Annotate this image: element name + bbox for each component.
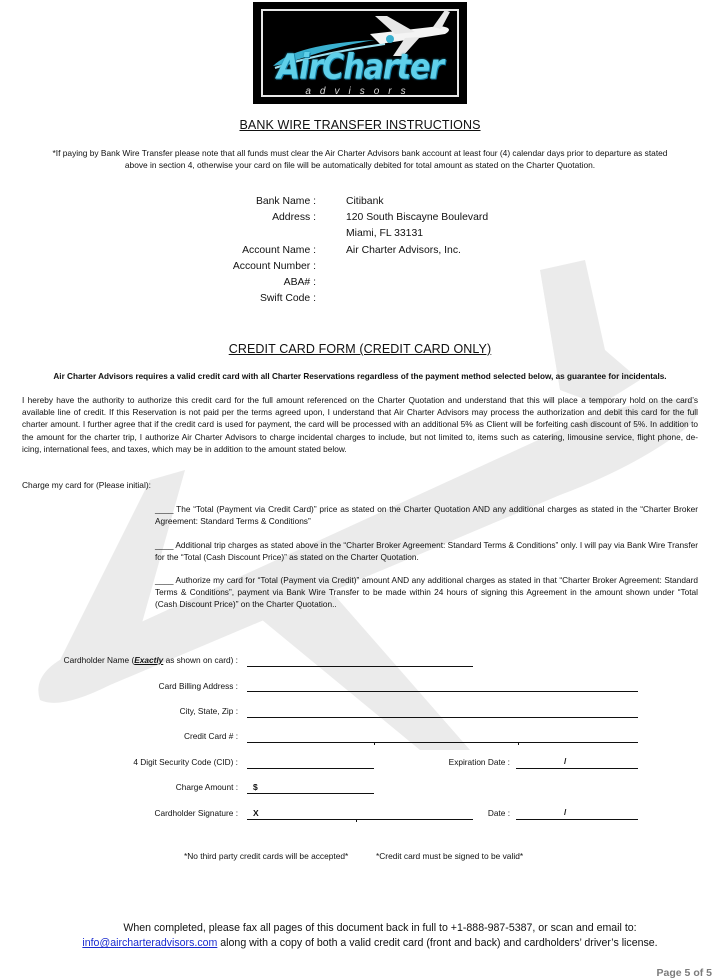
logo-brand-text: AirCharter [276,47,444,88]
charge-amount-label: Charge Amount : [175,782,238,792]
charge-option-2 [155,539,698,563]
billing-address-label: Card Billing Address : [158,681,238,691]
company-logo [253,2,467,104]
charge-prompt: Charge my card for (Please initial): [22,480,151,490]
initial-blank[interactable]: ____ [155,540,174,550]
date-label: Date : [487,808,510,818]
no-third-party-notice: *No third party credit cards will be accepted* [184,851,349,861]
bank-name-value: Citibank [346,196,384,207]
option-text: Authorize my card for “Total (Payment via Credit)” amount AND any additional charges as stated in that “Charter Broker Agreement: Standard Terms & Conditions”, payment via Bank Wire Transfer to be made within 24 hours of signing this Agreement in the amount shown under “Total (Cash Discount Price)” on the Charter Quotation.. [155,575,698,610]
city-state-zip-field[interactable] [247,717,638,718]
label-part: as shown on card) : [163,655,238,665]
credit-card-title: CREDIT CARD FORM (CREDIT CARD ONLY) [228,342,492,356]
divider-tick [356,819,357,822]
footer-line2 [40,936,700,951]
footer-line2-text: along with a copy of both a valid credit card (front and back) and cardholders’ driver’s license. [217,937,658,949]
account-number-label: Account Number : [232,261,316,272]
option-text: The “Total (Payment via Credit Card)” price as stated on the Charter Quotation AND any additional charges as stated in the “Charter Broker Agreement: Standard Terms & Conditions” [155,504,698,527]
credit-card-intro: Air Charter Advisors requires a valid credit card with all Charter Reservations regardless of the payment method selected below, as guarantee for incidentals. [53,372,667,381]
divider-tick [518,742,519,745]
swift-code-label: Swift Code : [259,293,316,304]
email-link[interactable]: info@aircharteradvisors.com [82,937,218,949]
cardholder-name-field[interactable] [247,666,473,667]
logo-sub-text: advisors [305,86,415,97]
date-field[interactable] [516,819,638,820]
date-separator: / [564,807,567,817]
label-emphasis: Exactly [134,655,164,665]
security-code-label: 4 Digit Security Code (CID) : [133,757,238,767]
address-label: Address : [272,212,316,223]
initial-blank[interactable]: ____ [155,575,174,585]
must-be-signed-notice: *Credit card must be signed to be valid* [376,851,524,861]
bank-wire-note-line1: *If paying by Bank Wire Transfer please note that all funds must clear the Air Charter Advisors bank account at least four (4) calendar days prior to departure as stated [52,148,668,158]
security-code-field[interactable] [247,768,374,769]
expiration-separator: / [564,756,567,766]
billing-address-field[interactable] [247,691,638,692]
option-text: Additional trip charges as stated above in the “Charter Broker Agreement: Standard Terms & Conditions” only. I will pay via Bank Wire Transfer for the “Total (Cash Discount Price)” as stated on the Charter Quotation. [155,540,698,563]
page-number: Page 5 of 5 [656,967,712,979]
signature-x-mark: X [253,808,259,818]
initial-blank[interactable]: ____ [155,504,174,514]
cardholder-name-label [64,655,238,665]
dollar-sign: $ [253,782,258,792]
account-name-value: Air Charter Advisors, Inc. [346,245,461,256]
bank-wire-note [0,147,720,171]
charge-option-3 [155,574,698,611]
city-state-zip-label: City, State, Zip : [179,706,238,716]
footer-instructions [40,921,700,951]
expiration-label: Expiration Date : [448,757,510,767]
charge-amount-field[interactable] [247,793,374,794]
bank-wire-note-line2: above in section 4, otherwise your card on file will be automatically debited for total amount as stated on the Charter Quotation. [124,160,596,170]
bank-name-label: Bank Name : [255,196,316,207]
card-number-field[interactable] [247,742,638,743]
bank-wire-title: BANK WIRE TRANSFER INSTRUCTIONS [239,118,481,132]
footer-line1: When completed, please fax all pages of this document back in full to +1-888-987-5387, or scan and email to: [123,922,637,934]
label-part: Cardholder Name ( [63,655,135,665]
account-name-label: Account Name : [242,245,316,256]
aba-label: ABA# : [283,277,316,288]
charge-option-1 [155,503,698,527]
signature-field[interactable] [247,819,473,820]
divider-tick [374,742,375,745]
expiration-field[interactable] [516,768,638,769]
address-value-line1: 120 South Biscayne Boulevard [346,212,489,223]
authorization-paragraph: I hereby have the authority to authorize this credit card for the full amount referenced on the Charter Quotation and understand that this will place a temporary hold on the card’s available line of credit. If this Reservation is not paid per the terms agreed upon, I understand that Air Charter Advisors may process the authorization and debit this card for the full charter amount. I further agree that if the credit card is used for payment, the card will be processed with an additional 5% as Client will be forfeiting cash discount of 5%. In addition to the amount for the charter trip, I authorize Air Charter Advisors to charge incidental charges to include, but not limited to, items such as catering, limousine service, flight phone, de-icing, international fees, and taxes, which may be in addition to the amount stated below. [22,395,698,454]
address-value-line2: Miami, FL 33131 [346,228,424,239]
card-number-label: Credit Card # : [184,731,238,741]
signature-label: Cardholder Signature : [154,808,238,818]
